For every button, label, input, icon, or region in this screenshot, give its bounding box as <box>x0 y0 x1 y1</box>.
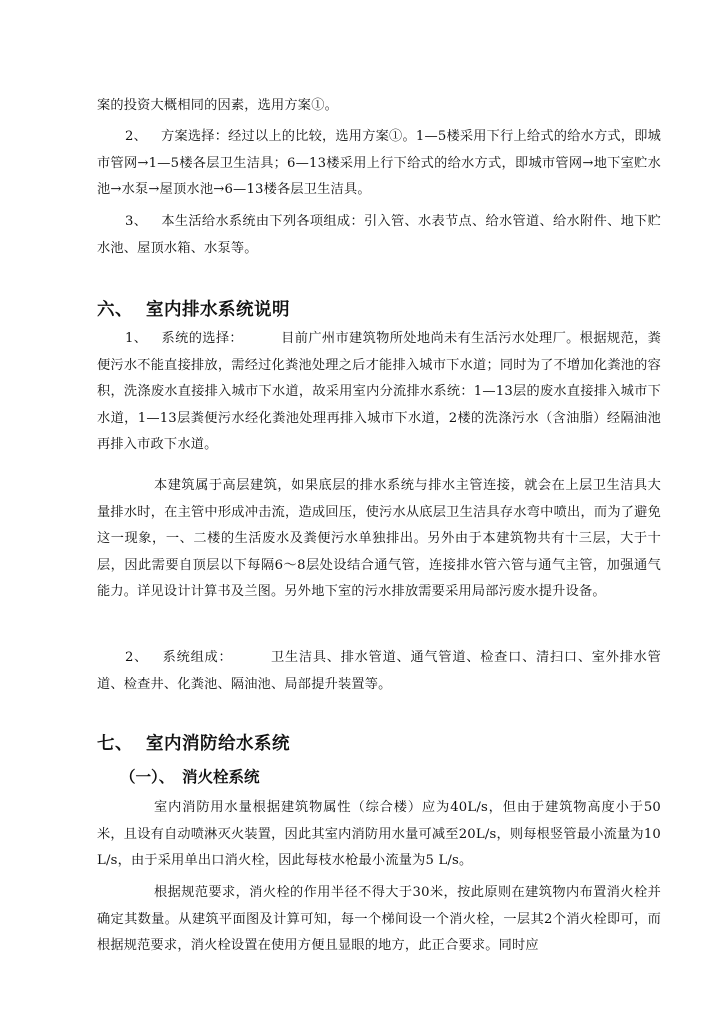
section-number: 七、 <box>97 734 133 754</box>
subsection-heading-hydrant <box>120 765 260 787</box>
paragraph-text: 卫生洁具、排水管道、通气管道、检查口、清扫口、室外排水管道、检查井、化粪池、隔油池、局部提升装置等。 <box>97 650 661 692</box>
paragraph-text: 室内消防用水量根据建筑物属性（综合楼）应为40L/s，但由于建筑物高度小于50米，且设有自动喷淋灭火装置，因此其室内消防用水量可减至20L/s，则每根竖管最小流量为10 L/s，由于采用单出口消火栓，因此每枝水枪最小流量为5 L/s。 <box>97 800 661 868</box>
item-number: 3、 <box>125 214 148 229</box>
paragraph-text: 本生活给水系统由下列各项组成：引入管、水表节点、给水管道、给水附件、地下贮水池、屋顶水箱、水泵等。 <box>97 214 661 256</box>
item-label: 系统组成： <box>162 650 233 665</box>
item-number: 1、 <box>125 331 148 346</box>
item-number: 2、 <box>125 129 148 144</box>
section-title: 室内排水系统说明 <box>146 300 290 320</box>
paragraph-text: 目前广州市建筑物所处地尚未有生活污水处理厂。根据规范，粪便污水不能直接排放，需经过化粪池处理之后才能排入城市下水道；同时为了不增加化粪池的容积，洗涤废水直接排入城市下水道，故采用室内分流排水系统：1—13层的废水直接排入城市下水道，1—13层粪便污水经化粪池处理再排入城市下水道，2楼的洗涤污水（含油脂）经隔油池再排入市政下水道。 <box>97 331 661 452</box>
section-heading-fire-water <box>97 730 290 755</box>
subsection-number: （一）、 <box>120 768 175 786</box>
section-heading-drainage <box>97 296 290 321</box>
paragraph-plan-selection <box>97 124 661 204</box>
paragraph-text: 方案选择：经过以上的比较，选用方案①。1—5楼采用下行上给式的给水方式，即城市管网→1—5楼各层卫生洁具；6—13楼采用上行下给式的给水方式，即城市管网→地下室贮水池→水泵→屋顶水池→6—13楼各层卫生洁具。 <box>97 129 661 197</box>
paragraph-system-choice <box>97 326 661 459</box>
paragraph-highrise-drainage <box>97 473 661 606</box>
section-number: 六、 <box>97 300 133 320</box>
paragraph-fire-flow <box>97 795 661 875</box>
paragraph-text: 根据规范要求，消火栓的作用半径不得大于30米，按此原则在建筑物内布置消火栓并确定其数量。从建筑平面图及计算可知，每一个梯间设一个消火栓，一层其2个消火栓即可，而根据规范要求，消火栓设置在使用方便且显眼的地方，此正合要求。同时应 <box>97 885 661 953</box>
item-label: 系统的选择： <box>161 331 243 346</box>
paragraph-plan-continuation <box>97 93 661 120</box>
paragraph-hydrant-layout <box>97 880 661 960</box>
section-title: 室内消防给水系统 <box>146 734 290 754</box>
item-number: 2、 <box>125 650 149 665</box>
paragraph-text: 案的投资大概相同的因素，选用方案①。 <box>97 98 338 113</box>
paragraph-system-components <box>97 209 661 262</box>
subsection-title: 消火栓系统 <box>182 768 260 786</box>
paragraph-text: 本建筑属于高层建筑，如果底层的排水系统与排水主管连接，就会在上层卫生洁具大量排水时，在主管中形成冲击流，造成回压，使污水从底层卫生洁具存水弯中喷出，而为了避免这一现象，一、二楼的生活废水及粪便污水单独排出。另外由于本建筑物共有十三层，大于十层，因此需要自顶层以下每隔6～8层处设结合通气管，连接排水管六管与通气主管，加强通气能力。详见设计计算书及兰图。另外地下室的污水排放需要采用局部污废水提升设备。 <box>97 478 661 599</box>
paragraph-drainage-components <box>97 645 661 698</box>
